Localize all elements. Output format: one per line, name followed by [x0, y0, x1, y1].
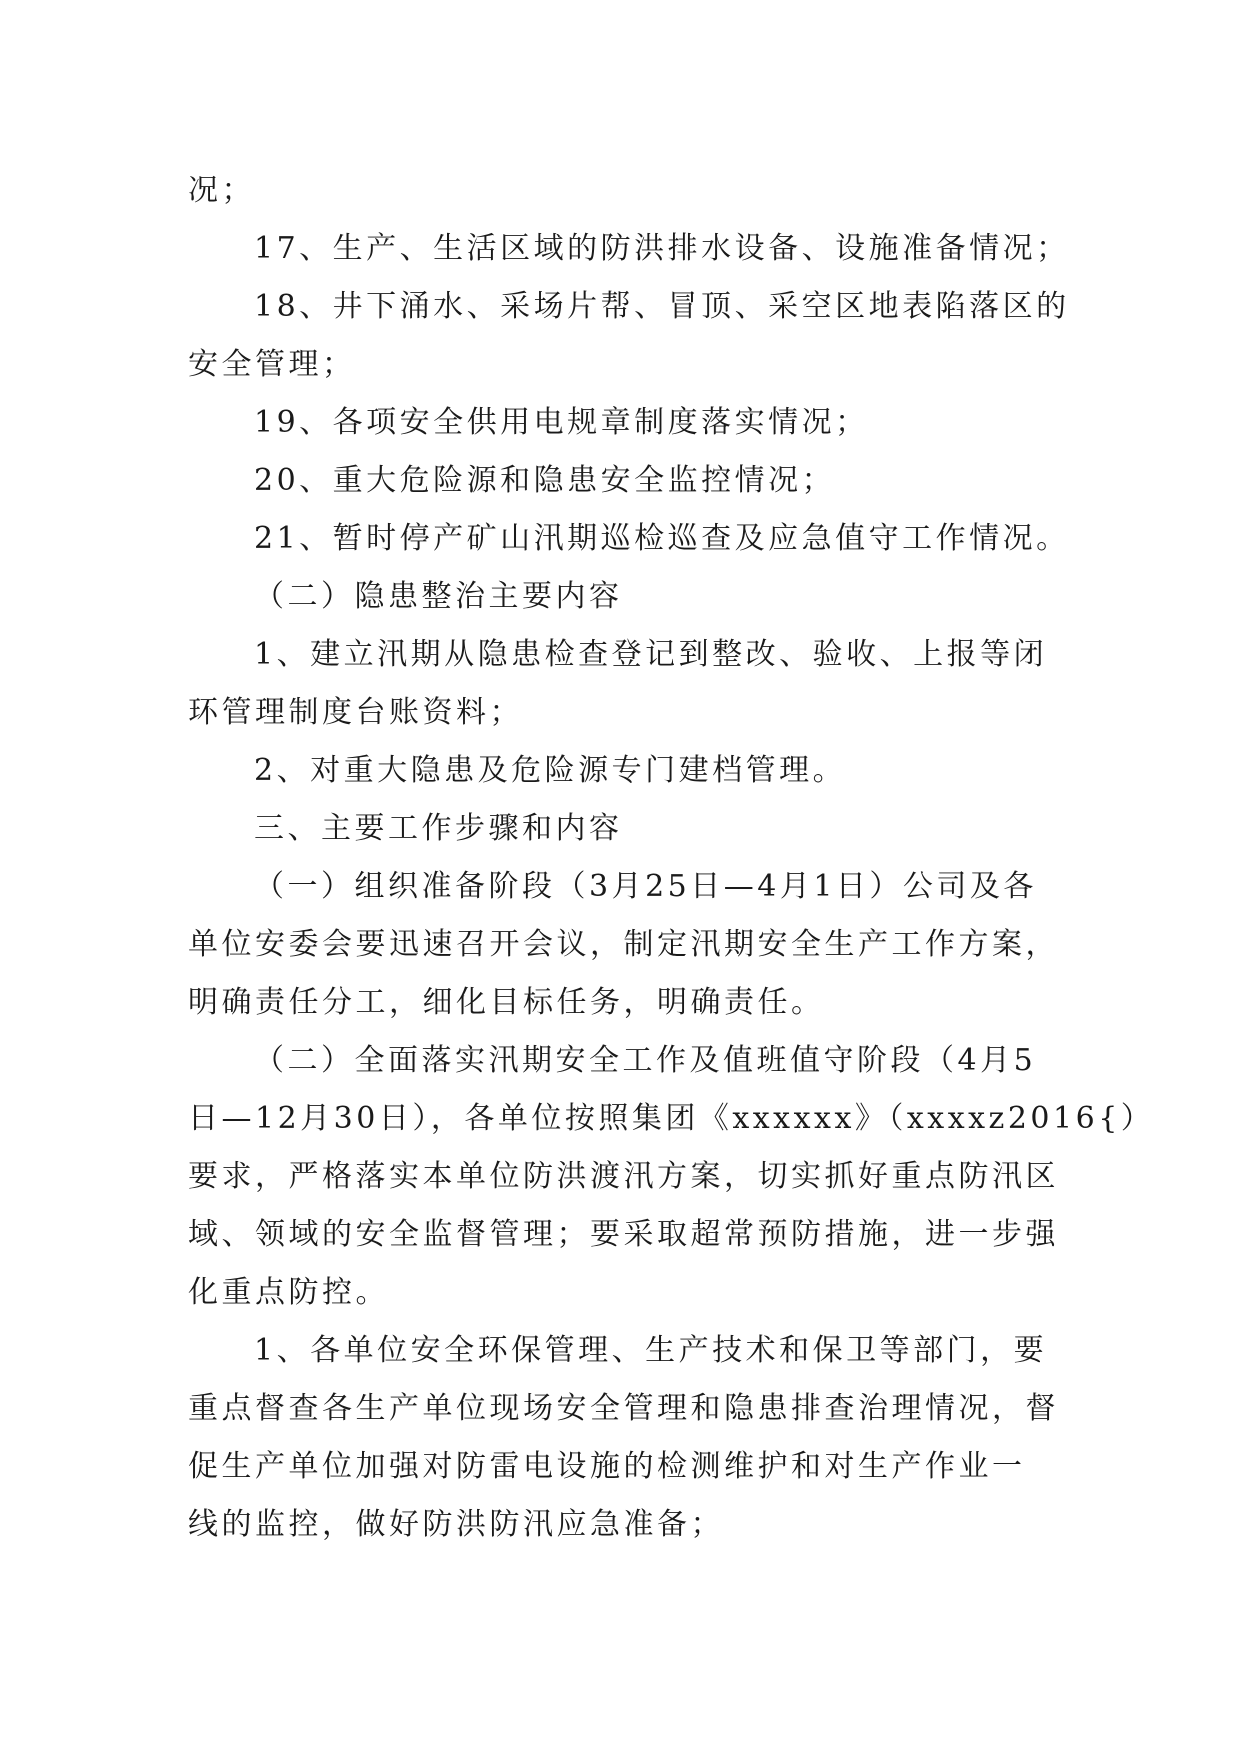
text-line: 单位安委会要迅速召开会议，制定汛期安全生产工作方案， — [188, 927, 1059, 962]
text-line: 重点督查各生产单位现场安全管理和隐患排查治理情况，督 — [188, 1391, 1059, 1426]
text-line: 况； — [188, 173, 255, 208]
text-line: 安全管理； — [188, 347, 356, 382]
section-heading: （二）隐患整治主要内容 — [254, 579, 623, 614]
body-text — [188, 162, 1155, 1554]
text-line: 1、各单位安全环保管理、生产技术和保卫等部门，要 — [254, 1333, 1048, 1368]
text-line: （一）组织准备阶段（3月25日—4月1日）公司及各 — [254, 869, 1037, 904]
text-line: 促生产单位加强对防雷电设施的检测维护和对生产作业一 — [188, 1449, 1026, 1484]
text-line: 2、对重大隐患及危险源专门建档管理。 — [254, 753, 847, 788]
text-line: 要求，严格落实本单位防洪渡汛方案，切实抓好重点防汛区 — [188, 1159, 1059, 1194]
text-line: 18、井下涌水、采场片帮、冒顶、采空区地表陷落区的 — [254, 289, 1070, 324]
text-line: 化重点防控。 — [188, 1275, 389, 1310]
text-line: 19、各项安全供用电规章制度落实情况； — [254, 405, 869, 440]
section-heading: 三、主要工作步骤和内容 — [254, 811, 623, 846]
text-line: 21、暂时停产矿山汛期巡检巡查及应急值守工作情况。 — [254, 521, 1070, 556]
text-line: 明确责任分工，细化目标任务，明确责任。 — [188, 985, 825, 1020]
text-line: 17、生产、生活区域的防洪排水设备、设施准备情况； — [254, 231, 1070, 266]
text-line: 日—12月30日），各单位按照集团《xxxxxx》（xxxxz2016{） — [188, 1101, 1155, 1136]
text-line: 环管理制度台账资料； — [188, 695, 523, 730]
text-line: 线的监控，做好防洪防汛应急准备； — [188, 1507, 724, 1542]
text-line: 20、重大危险源和隐患安全监控情况； — [254, 463, 836, 498]
text-line: 域、领域的安全监督管理；要采取超常预防措施，进一步强 — [188, 1217, 1059, 1252]
text-line: 1、建立汛期从隐患检查登记到整改、验收、上报等闭 — [254, 637, 1048, 672]
text-line: （二）全面落实汛期安全工作及值班值守阶段（4月5 — [254, 1043, 1037, 1078]
